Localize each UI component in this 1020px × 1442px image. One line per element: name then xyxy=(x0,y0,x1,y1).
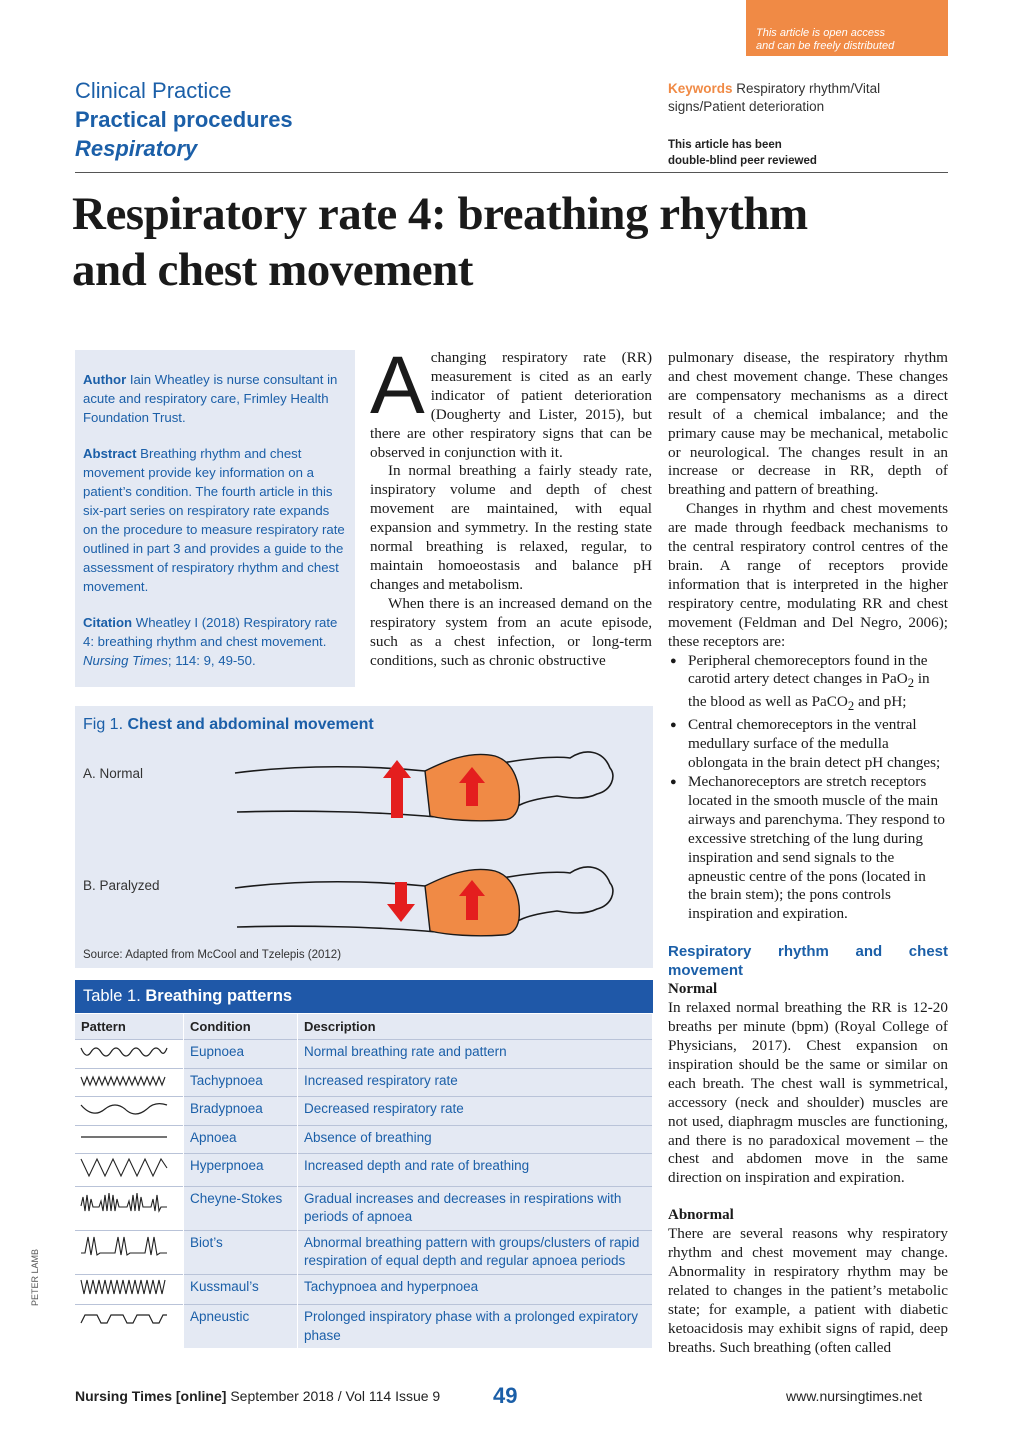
table-row xyxy=(75,1305,653,1349)
condition-cell: Bradypnoea xyxy=(184,1097,298,1126)
table-title-text: Breathing patterns xyxy=(140,987,293,1005)
author-label: Author xyxy=(83,372,127,387)
figure-title-text: Chest and abdominal movement xyxy=(123,716,374,733)
paralyzed-body-outline xyxy=(235,867,613,936)
article-info-box xyxy=(75,350,355,687)
receptor-item-central: ● Central chemoreceptors in the ventral medullary surface of the medulla oblongata in the brain detect pH changes; xyxy=(668,716,948,773)
body-paragraph-6: In relaxed normal breathing the RR is 12-20 breaths per minute (bpm) (Royal College of Physicians, 2017). Chest expansion on inspiration should be the same or similar on each breath. The chest wall is symmetrical, accessory (neck and shoulder) muscles are not used, diaphragm muscles are functioning, and there is no paradoxical movement – the chest and abdomen move in the same direction on inspiration and expiration. xyxy=(668,999,948,1187)
peer-review-line-2: double-blind peer reviewed xyxy=(668,155,817,167)
pattern-cell xyxy=(75,1305,184,1349)
table-row xyxy=(75,1186,653,1230)
description-cell: Absence of breathing xyxy=(298,1125,653,1154)
header-rule xyxy=(75,172,948,173)
apnoea-wave-icon xyxy=(79,1128,169,1146)
footer-journal xyxy=(75,1388,440,1404)
body-paragraph-3: When there is an increased demand on the respiratory system from an acute episode, such as a chest infection, or long-term conditions, such as chronic obstructive xyxy=(370,594,652,669)
kussmauls-wave-icon xyxy=(79,1277,169,1297)
table-label: Table 1. xyxy=(83,987,141,1005)
cheyne-stokes-wave-icon xyxy=(79,1189,169,1215)
table-row xyxy=(75,1040,653,1069)
title-line-2: and chest movement xyxy=(72,244,473,296)
image-credit: PETER LAMB xyxy=(30,1248,40,1306)
table-row xyxy=(75,1230,653,1274)
body-paragraph-7: There are several reasons why respiratory rhythm and chest movement may change. Abnormality in respiratory rhythm may be related to changes in the patient’s metabolic state; for example, a patient with diabetic ketoacidosis may exhibit signs of rapid, deep breaths. Such breathing (often called xyxy=(668,1225,948,1356)
body-paragraph-5: Changes in rhythm and chest movements are made through feedback mechanisms to the central respiratory control centres of the brain. A range of receptors provide information that is interpreted in the higher respiratory centre, modulating RR and chest movement (Feldman and Del Negro, 2006); these receptors are: xyxy=(668,500,948,650)
receptor-peripheral-text-a: Peripheral chemoreceptors found in the carotid artery detect changes in PaO xyxy=(688,651,928,688)
figure-source: Source: Adapted from McCool and Tzelepis (2012) xyxy=(83,949,342,961)
table-header-bar xyxy=(75,980,653,1013)
eupnoea-wave-icon xyxy=(79,1042,169,1060)
section-clinical-practice: Clinical Practice xyxy=(75,78,232,103)
pattern-cell xyxy=(75,1125,184,1154)
receptor-list xyxy=(668,652,948,925)
condition-cell: Hyperpnoea xyxy=(184,1154,298,1187)
abstract xyxy=(83,444,347,596)
biots-wave-icon xyxy=(79,1233,169,1259)
breathing-patterns-table xyxy=(75,1014,653,1348)
keywords-text: Respiratory rhythm/Vital signs/Patient deterioration xyxy=(668,81,881,114)
table-title xyxy=(83,987,292,1006)
table-row xyxy=(75,1125,653,1154)
table-row xyxy=(75,1274,653,1305)
breathing-illustration xyxy=(225,736,625,951)
condition-cell: Biot’s xyxy=(184,1230,298,1274)
citation xyxy=(83,613,347,670)
receptor-peripheral-text-c: and pH; xyxy=(854,693,907,711)
body-paragraph-1 xyxy=(370,340,652,462)
pattern-cell xyxy=(75,1040,184,1069)
figure-chest-abdominal xyxy=(75,706,653,968)
citation-journal: Nursing Times xyxy=(83,653,168,668)
description-cell: Tachypnoea and hyperpnoea xyxy=(298,1274,653,1305)
pattern-cell xyxy=(75,1068,184,1097)
tachypnoea-wave-icon xyxy=(79,1071,169,1089)
condition-cell: Apneustic xyxy=(184,1305,298,1349)
description-cell: Increased respiratory rate xyxy=(298,1068,653,1097)
description-cell: Abnormal breathing pattern with groups/clusters of rapid respiration of equal depth and regular apnoea periods xyxy=(298,1230,653,1274)
heading-abnormal: Abnormal xyxy=(668,1207,734,1224)
drop-cap: A xyxy=(370,340,425,431)
description-cell: Increased depth and rate of breathing xyxy=(298,1154,653,1187)
abstract-text: Breathing rhythm and chest movement provide key information on a patient’s condition. The fourth article in this six-part series on respiratory rate expands on the procedure to measure respiratory rate outlined in part 3 and provides a guide to the assessment of respiratory rhythm and chest movement. xyxy=(83,446,345,594)
footer-journal-name: Nursing Times [online] xyxy=(75,1388,227,1404)
table-row xyxy=(75,1154,653,1187)
pattern-cell xyxy=(75,1186,184,1230)
peer-review-note xyxy=(668,137,817,169)
figure-label-paralyzed: B. Paralyzed xyxy=(83,878,160,893)
column-header-pattern: Pattern xyxy=(75,1014,184,1040)
subscript: 2 xyxy=(847,699,855,714)
body-paragraph-2: In normal breathing a fairly steady rate, inspiratory volume and depth of chest movement are maintained, with equal expansion and symmetry. In the resting state normal breathing is relaxed, regular, to maintain homoeostasis and balance pH changes and metabolism. xyxy=(370,462,652,593)
title-line-1: Respiratory rate 4: breathing rhythm xyxy=(72,188,808,240)
page-number: 49 xyxy=(493,1383,518,1408)
footer-website-link[interactable]: www.nursingtimes.net xyxy=(786,1388,923,1404)
article-title xyxy=(72,186,962,298)
column-header-description: Description xyxy=(298,1014,653,1040)
condition-cell: Tachypnoea xyxy=(184,1068,298,1097)
pattern-cell xyxy=(75,1230,184,1274)
figure-title xyxy=(83,716,374,734)
description-cell: Gradual increases and decreases in respirations with periods of apnoea xyxy=(298,1186,653,1230)
description-cell: Normal breathing rate and pattern xyxy=(298,1040,653,1069)
receptor-item-peripheral xyxy=(668,652,948,717)
pattern-cell xyxy=(75,1097,184,1126)
pattern-cell xyxy=(75,1154,184,1187)
subscript: 2 xyxy=(907,676,915,691)
keywords-label: Keywords xyxy=(668,81,733,96)
column-header-condition: Condition xyxy=(184,1014,298,1040)
abstract-label: Abstract xyxy=(83,446,137,461)
body-paragraph-1-text: changing respiratory rate (RR) measurement is cited as an early indicator of patient deterioration (Dougherty and Lister, 2015), but there are other respiratory signs that can be observed in conjunction with it. xyxy=(370,349,652,461)
condition-cell: Kussmaul’s xyxy=(184,1274,298,1305)
apneustic-wave-icon xyxy=(79,1307,169,1329)
figure-label-normal: A. Normal xyxy=(83,766,144,781)
banner-line-2: and can be freely distributed xyxy=(756,40,895,52)
peer-review-line-1: This article has been xyxy=(668,139,782,151)
bradypnoea-wave-icon xyxy=(79,1099,169,1117)
citation-text: Wheatley I (2018) Respiratory rate 4: breathing rhythm and chest movement. xyxy=(83,615,338,649)
arrow-down-icon xyxy=(387,882,415,922)
table-header-row xyxy=(75,1014,653,1040)
figure-label: Fig 1. xyxy=(83,716,124,733)
table-row xyxy=(75,1097,653,1126)
heading-normal: Normal xyxy=(668,981,718,998)
open-access-banner xyxy=(746,0,948,56)
condition-cell: Eupnoea xyxy=(184,1040,298,1069)
heading-rhythm: Respiratory rhythm and chest movement xyxy=(668,943,948,980)
condition-cell: Cheyne-Stokes xyxy=(184,1186,298,1230)
receptor-item-mechano: ● Mechanoreceptors are stretch receptors located in the smooth muscle of the main airways and parenchyma. They respond to excessive stretching of the lung during inspiration and send signals to the apneustic centre of the pons (located in the brain stem); the pons controls inspiration and expiration. xyxy=(668,773,948,924)
author-text: Iain Wheatley is nurse consultant in acute and respiratory care, Frimley Health Foundation Trust. xyxy=(83,372,338,425)
body-column-middle xyxy=(370,340,652,670)
body-paragraph-4: pulmonary disease, the respiratory rhythm and chest movement change. These changes are compensatory mechanisms as a direct result of a chemical imbalance; and the primary cause may be mechanical, metabolic or neurological. The changes result in an increase or decrease in RR, depth of breathing and pattern of breathing. xyxy=(668,349,948,499)
citation-label: Citation xyxy=(83,615,133,630)
citation-tail: ; 114: 9, 49-50. xyxy=(167,653,256,668)
condition-cell: Apnoea xyxy=(184,1125,298,1154)
hyperpnoea-wave-icon xyxy=(79,1156,169,1178)
body-column-right xyxy=(668,349,948,1357)
receptor-peripheral-text-b: in the blood as well as PaCO xyxy=(688,670,930,711)
description-cell: Prolonged inspiratory phase with a prolonged expiratory phase xyxy=(298,1305,653,1349)
table-row xyxy=(75,1068,653,1097)
footer-issue: September 2018 / Vol 114 Issue 9 xyxy=(226,1388,441,1404)
section-respiratory: Respiratory xyxy=(75,136,198,161)
description-cell: Decreased respiratory rate xyxy=(298,1097,653,1126)
author-info xyxy=(83,370,347,427)
normal-body-outline xyxy=(235,752,613,821)
keywords xyxy=(668,80,958,116)
pattern-cell xyxy=(75,1274,184,1305)
section-practical-procedures: Practical procedures xyxy=(75,107,293,132)
banner-line-1: This article is open access xyxy=(756,27,885,39)
